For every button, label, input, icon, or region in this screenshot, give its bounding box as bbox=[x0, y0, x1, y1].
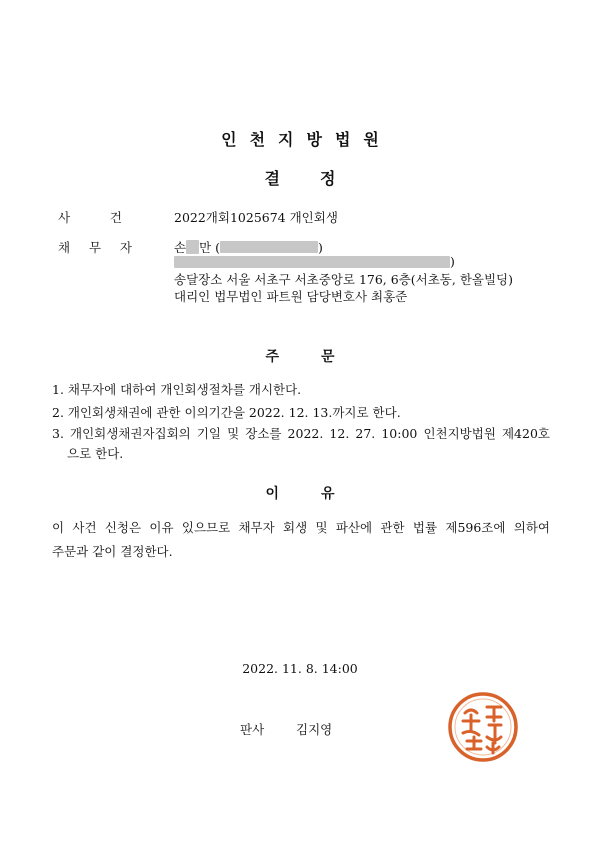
debtor-label-char: 무 bbox=[88, 240, 102, 255]
document-title: 결정 bbox=[264, 169, 376, 188]
reason-text-continuation: 주문과 같이 결정한다. bbox=[52, 544, 173, 559]
agent-line: 대리인 법무법인 파트원 담당변호사 최홍준 bbox=[174, 289, 408, 304]
debtor-label-char: 채 bbox=[58, 240, 71, 255]
debtor-name-first: 손 bbox=[174, 240, 187, 255]
judge-name: 김지영 bbox=[296, 722, 333, 737]
reason-text: 이 사건 신청은 이유 있으므로 채무자 회생 및 파산에 관한 법률 제596조에 의하여 bbox=[52, 520, 550, 535]
order-heading: 주문 bbox=[265, 349, 377, 365]
debtor-name-last: 만 bbox=[199, 240, 212, 255]
order-item: 2. 개인회생채권에 관한 이의기간을 2022. 12. 13.까지로 한다. bbox=[52, 405, 401, 420]
reason-heading: 이유 bbox=[265, 486, 377, 502]
debtor-label-char: 자 bbox=[119, 240, 132, 255]
order-item: 1. 채무자에 대하여 개인회생절차를 개시한다. bbox=[52, 382, 302, 397]
paren-open: ( bbox=[215, 239, 221, 255]
case-label-char: 건 bbox=[109, 210, 122, 225]
case-label-char: 사 bbox=[58, 210, 71, 225]
judge-title: 판사 bbox=[240, 722, 265, 737]
redaction-bar bbox=[186, 240, 199, 254]
case-number: 2022개회1025674 개인회생 bbox=[174, 210, 338, 225]
redaction-bar bbox=[174, 256, 450, 268]
case-label bbox=[58, 208, 122, 226]
service-address: 송달장소 서울 서초구 서초중앙로 176, 6층(서초동, 한올빌딩) bbox=[174, 272, 514, 287]
debtor-label bbox=[58, 238, 132, 256]
decision-date: 2022. 11. 8. 14:00 bbox=[242, 661, 358, 676]
judge-seal-icon bbox=[447, 691, 519, 763]
order-item: 3. 개인회생채권자집회의 기일 및 장소를 2022. 12. 27. 10:00 인천지방법원 제420호 bbox=[52, 426, 550, 441]
court-name: 인천지방법원 bbox=[221, 130, 392, 149]
paren-close: ) bbox=[450, 254, 455, 269]
order-item-continuation: 으로 한다. bbox=[67, 446, 124, 461]
paren-close: ) bbox=[318, 239, 323, 255]
debtor-address-redacted bbox=[174, 254, 455, 269]
redaction-bar bbox=[220, 241, 318, 253]
